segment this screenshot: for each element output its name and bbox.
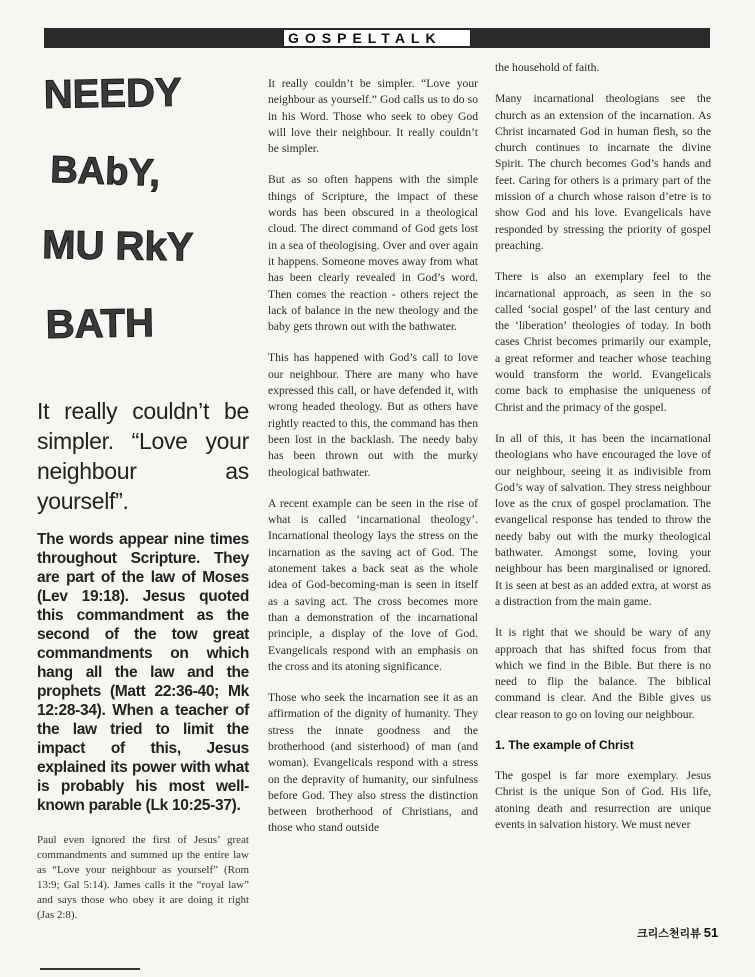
intro-paragraph: The words appear nine times throughout Scripture. They are part of the law of Moses (Lev 19:18). Jesus quoted this commandment as the second of the tow great commandments on which hang all the law and the prophets (Matt 22:36-40; Mk 12:28-34). When a teacher of the law tried to limit the impact of this, Jesus explained its power with what is probably his most well-known parable (Lk 10:25-37). [37, 531, 249, 814]
middle-column [268, 76, 478, 852]
side-note: Paul even ignored the first of Jesus’ great commandments and summed up the entire law as “Love your neighbour as yourself” (Rom 13:9; Gal 5:14). James calls it the “royal law” and says those who obey it are doing it right (Jas 2:8). [37, 834, 249, 921]
svg-text:BAbY,: BAbY, [49, 149, 161, 195]
divider [40, 968, 140, 970]
body-paragraph: But as so often happens with the simple things of Scripture, the impact of these words has been obscured in a theological cloud. The direct command of God gets lost in a sea of theologising. Over and over again it happens. Someone moves away from what has been clearly revealed in God’s word. Then comes the reaction - others reject the lack of balance in the new theology and the baby gets thrown out with the bathwater. [268, 173, 478, 334]
section-heading: 1. The example of Christ [495, 737, 634, 752]
body-paragraph: It is right that we should be wary of any approach that has shifted focus from that which we find in the Bible. But there is no need to flip the balance. The biblical command is clear. And the Bible gives us clear reason to go on loving our neighbour. [495, 626, 711, 721]
title-artwork [40, 60, 250, 360]
lead-quote: It really couldn’t be simpler. “Love your neighbour as yourself”. [37, 398, 249, 514]
body-paragraph: In all of this, it has been the incarnational theologians who have encouraged the love of our neighbour, seeing it as indivisible from God’s way of salvation. They stress neighbour love as the crux of gospel proclamation. The evangelical response has tended to throw the needy baby out with the murky theological bathwater. Amongst some, loving your neighbour has been marginalised or ignored. It is seen at best as an added extra, at worst as a distraction from the main game. [495, 431, 711, 608]
right-column [495, 60, 711, 848]
body-paragraph: A recent example can be seen in the rise of what is called ‘incarnational theology’. Incarnational theology lays the stress on the incarnation as the saving act of God. The atonement takes a back seat as the whole idea of God-becoming-man is seen in itself as a saving act. The cross becomes more than a demonstration of the incarnational principle, a display of the love of God. Evangelicals respond with an emphasis on the cross and its atoning significance. [268, 496, 478, 673]
body-paragraph: This has happened with God’s call to love our neighbour. There are many who have expressed this call, or have defended it, with wrong headed theology. But as others have rightly reacted to this, the command has then been lost in the backlash. The needy baby has been thrown out with the murky theological bathwater. [268, 351, 478, 479]
left-column [37, 396, 249, 923]
body-paragraph: the household of faith. [495, 61, 600, 74]
body-paragraph: The gospel is far more exemplary. Jesus Christ is the unique Son of God. His life, atoning death and resurrection are unique events in salvation history. We must never [495, 768, 711, 831]
svg-text:BATH: BATH [45, 301, 155, 347]
magazine-name: 크리스천리뷰 [637, 928, 701, 940]
body-paragraph: Many incarnational theologians see the church as an extension of the incarnation. As Christ incarnated God in human flesh, so the church continues to incarnate the divine Spirit. The church becomes God’s hands and feet. Caring for others is a primary part of the mission of a church whose raison d’etre is to show God and his love. Evangelicals have responded by stressing the priority of gospel preaching. [495, 92, 711, 252]
page-footer [637, 925, 718, 941]
svg-text:MU RkY: MU RkY [41, 223, 194, 270]
section-label: GOSPELTALK [283, 29, 471, 47]
svg-text:NEEDY: NEEDY [43, 70, 182, 117]
body-paragraph: Those who seek the incarnation see it as an affirmation of the dignity of humanity. They stress the innate goodness and the brotherhood (and sisterhood) of man (and woman). Evangelicals respond with a stress on the depravity of humanity, our sinfulness before God. They also stress the distinction between brotherhood of Christians, and those who stand outside [268, 691, 478, 835]
body-paragraph: There is also an exemplary feel to the incarnational approach, as seen in the so called ‘social gospel’ of the last century and the ‘liberation’ theologies of today. In both cases Christ becomes primarily our example, a great reformer and teacher whose teaching would transform the world. Evangelicals come back to emphasise the uniqueness of Christ and the primacy of the gospel. [495, 270, 711, 414]
body-paragraph: It really couldn’t be simpler. “Love your neighbour as yourself.” God calls us to do so in his Word. Those who seek to obey God will love their neighbour. It really couldn’t be simpler. [268, 77, 478, 156]
page-number: 51 [703, 925, 719, 940]
